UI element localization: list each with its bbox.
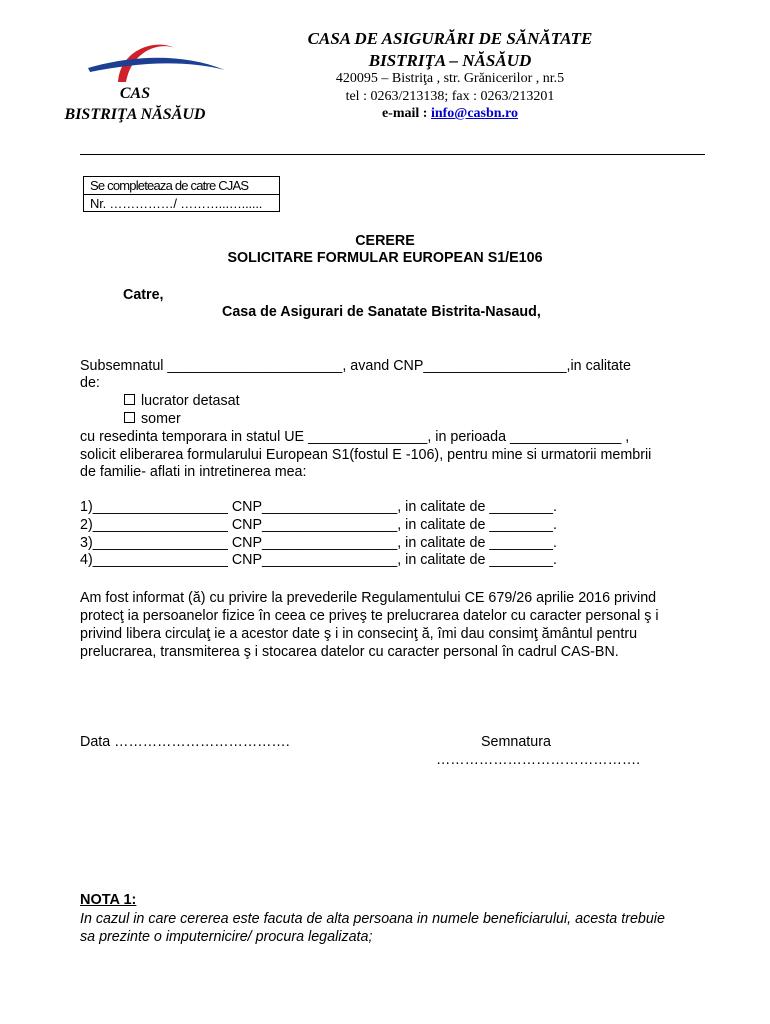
option-label: lucrator detasat <box>141 393 240 409</box>
header-title-line1: CASA DE ASIGURĂRI DE SĂNĂTATE <box>307 29 593 48</box>
option-lucrator-detasat[interactable] <box>124 392 240 410</box>
option-somer[interactable] <box>124 410 181 428</box>
nota-title: NOTA 1: <box>80 892 137 908</box>
gdpr-line-3: privind libera circulaţ ie a acestor date ş i in consecinţ ă, îmi dau consimţ ământul pentru <box>80 626 638 642</box>
cas-logo-graphic <box>60 30 235 90</box>
logo-cas-text: CAS <box>119 85 151 102</box>
email-label: e-mail : <box>381 106 431 121</box>
logo-region-text: BISTRIŢA NĂSĂUD <box>64 106 206 123</box>
body-line-5: de familie- aflati in intretinerea mea: <box>80 464 307 480</box>
header-phone: tel : 0263/213138; fax : 0263/213201 <box>345 89 555 104</box>
cjas-number: Nr. ……………/ ………...…...... <box>90 196 263 211</box>
header-divider <box>80 154 705 155</box>
addressee-catre: Catre, <box>123 287 164 303</box>
signature-field[interactable]: ……………………………………. <box>436 752 641 768</box>
gdpr-line-1: Am fost informat (ă) cu privire la prevederile Regulamentului CE 679/26 aprilie 2016 privind <box>80 590 657 606</box>
option-label: somer <box>141 411 181 427</box>
body-line-4: solicit eliberarea formularului European S1(fostul E -106), pentru mine si urmatorii membrii <box>80 447 652 463</box>
form-subtitle: SOLICITARE FORMULAR EUROPEAN S1/E106 <box>227 250 543 266</box>
header-title-line2: BISTRIŢA – NĂSĂUD <box>368 51 532 70</box>
beneficiary-row-2[interactable]: 2)_________________ CNP_________________, in calitate de ________. <box>80 517 557 533</box>
date-field[interactable]: Data ………………………………. <box>80 734 290 750</box>
gdpr-line-2: protecţ ia persoanelor fizice în ceea ce priveş te prelucrarea datelor cu caracter personal ş i <box>80 608 659 624</box>
header-address: 420095 – Bistriţa , str. Grănicerilor , nr.5 <box>335 71 565 86</box>
body-line-2: de: <box>80 375 100 391</box>
form-title: CERERE <box>355 233 415 249</box>
email-link[interactable]: info@casbn.ro <box>430 106 519 121</box>
cjas-label: Se completeaza de catre CJAS <box>90 178 249 193</box>
beneficiary-row-1[interactable]: 1)_________________ CNP_________________, in calitate de ________. <box>80 499 557 515</box>
nota-line-2: sa prezinte o imputernicire/ procura legalizata; <box>80 929 373 945</box>
addressee-institution: Casa de Asigurari de Sanatate Bistrita-Nasaud, <box>222 304 541 320</box>
beneficiary-row-3[interactable]: 3)_________________ CNP_________________, in calitate de ________. <box>80 535 557 551</box>
cjas-box-divider <box>83 194 280 195</box>
nota-line-1: In cazul in care cererea este facuta de alta persoana in numele beneficiarului, acesta trebuie <box>80 911 665 927</box>
gdpr-line-4: prelucrarea, transmiterea ş i stocarea datelor cu caracter personal în cadrul CAS-BN. <box>80 644 619 660</box>
header-email <box>280 106 620 122</box>
body-line-3: cu resedinta temporara in statul UE _______________, in perioada ______________ , <box>80 429 630 445</box>
body-line-1: Subsemnatul ______________________, avand CNP__________________,in calitate <box>80 358 631 374</box>
checkbox-icon[interactable] <box>124 394 135 405</box>
checkbox-icon[interactable] <box>124 412 135 423</box>
nota-text <box>80 910 710 946</box>
signature-label: Semnatura <box>481 734 551 750</box>
beneficiary-row-4[interactable]: 4)_________________ CNP_________________, in calitate de ________. <box>80 552 557 568</box>
cas-logo <box>60 30 235 130</box>
